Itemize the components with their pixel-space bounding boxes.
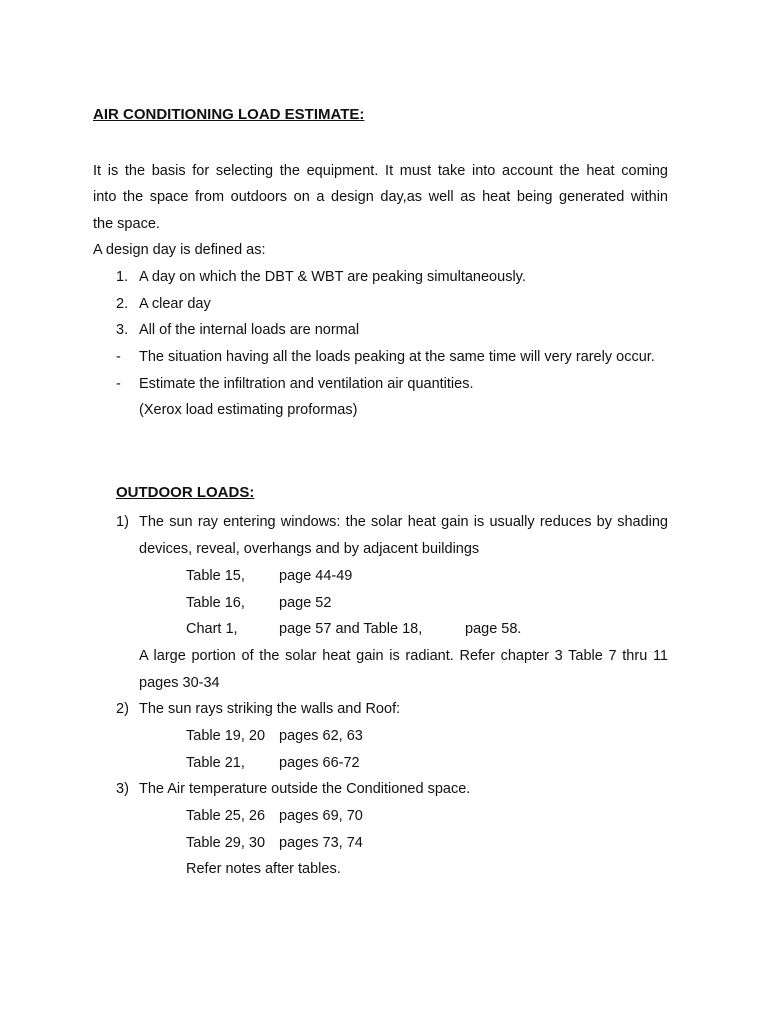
list-marker: 3. — [116, 322, 129, 338]
outdoor-loads-title: OUTDOOR LOADS: — [116, 484, 255, 501]
list-marker: - — [116, 349, 121, 365]
list-marker: - — [116, 376, 121, 392]
xerox-note: (Xerox load estimating proformas) — [139, 402, 358, 418]
list-item: The situation having all the loads peaking at the same time will very rarely occur. — [139, 349, 655, 365]
reference-pages: pages 62, 63 — [279, 728, 363, 744]
outdoor-item-1-line-1: The sun ray entering windows: the solar heat gain is usually reduces by shading — [139, 514, 668, 530]
reference-pages: pages 73, 74 — [279, 835, 363, 851]
reference-table: Table 25, 26 — [186, 808, 266, 824]
reference-table: Chart 1, — [186, 621, 238, 637]
outdoor-item-1-line-2: devices, reveal, overhangs and by adjacent buildings — [139, 541, 480, 557]
list-marker: 2) — [116, 701, 129, 717]
outdoor-item-1-note-1: A large portion of the solar heat gain is radiant. Refer chapter 3 Table 7 thru 11 — [139, 648, 668, 664]
reference-pages: page 44-49 — [279, 568, 353, 584]
reference-table: Table 21, — [186, 755, 245, 771]
list-marker: 1) — [116, 514, 129, 530]
reference-pages: page 52 — [279, 595, 332, 611]
page-title: AIR CONDITIONING LOAD ESTIMATE: — [93, 106, 365, 123]
list-marker: 3) — [116, 781, 129, 797]
reference-pages: pages 66-72 — [279, 755, 360, 771]
reference-table: Table 15, — [186, 568, 245, 584]
intro-line-1: It is the basis for selecting the equipment. It must take into account the heat coming — [93, 163, 668, 179]
list-marker: 1. — [116, 269, 129, 285]
list-item: All of the internal loads are normal — [139, 322, 360, 338]
intro-line-2: into the space from outdoors on a design day,as well as heat being generated within — [93, 189, 668, 205]
list-item: A clear day — [139, 296, 211, 312]
reference-pages-extra: page 58. — [465, 621, 522, 637]
outdoor-item-1-note-2: pages 30-34 — [139, 675, 220, 691]
reference-table: Table 29, 30 — [186, 835, 266, 851]
outdoor-item-2-line-1: The sun rays striking the walls and Roof: — [139, 701, 401, 717]
list-marker: 2. — [116, 296, 129, 312]
outdoor-item-3-note: Refer notes after tables. — [186, 861, 341, 877]
reference-table: Table 16, — [186, 595, 245, 611]
intro-line-3: the space. — [93, 216, 160, 232]
list-item: A day on which the DBT & WBT are peaking simultaneously. — [139, 269, 526, 285]
reference-pages: page 57 and Table 18, — [279, 621, 423, 637]
design-day-intro: A design day is defined as: — [93, 242, 266, 258]
reference-pages: pages 69, 70 — [279, 808, 363, 824]
reference-table: Table 19, 20 — [186, 728, 266, 744]
list-item: Estimate the infiltration and ventilation air quantities. — [139, 376, 474, 392]
outdoor-item-3-line-1: The Air temperature outside the Conditioned space. — [139, 781, 471, 797]
